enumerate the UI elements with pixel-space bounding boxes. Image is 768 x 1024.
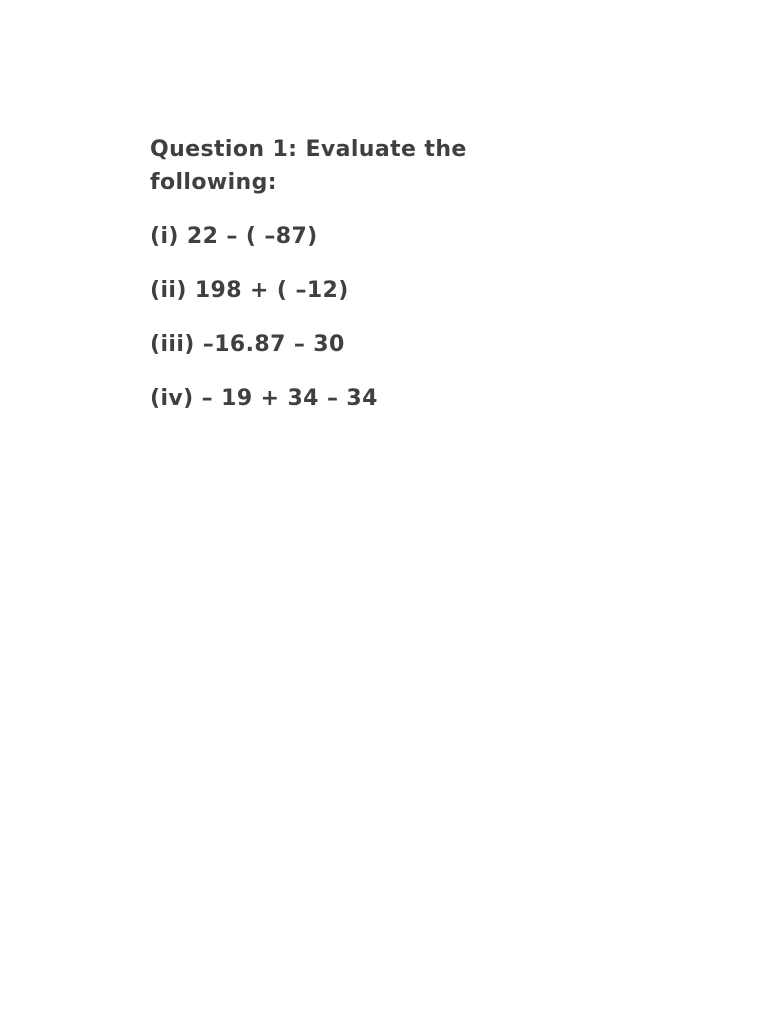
question-item-iii: (iii) –16.87 – 30 (150, 332, 345, 357)
question-item-ii: (ii) 198 + ( –12) (150, 278, 349, 303)
question-title: Question 1: Evaluate the following: (150, 137, 467, 195)
question-block (150, 133, 530, 415)
question-item-iv: (iv) – 19 + 34 – 34 (150, 386, 378, 411)
question-item-i: (i) 22 – ( –87) (150, 224, 318, 249)
